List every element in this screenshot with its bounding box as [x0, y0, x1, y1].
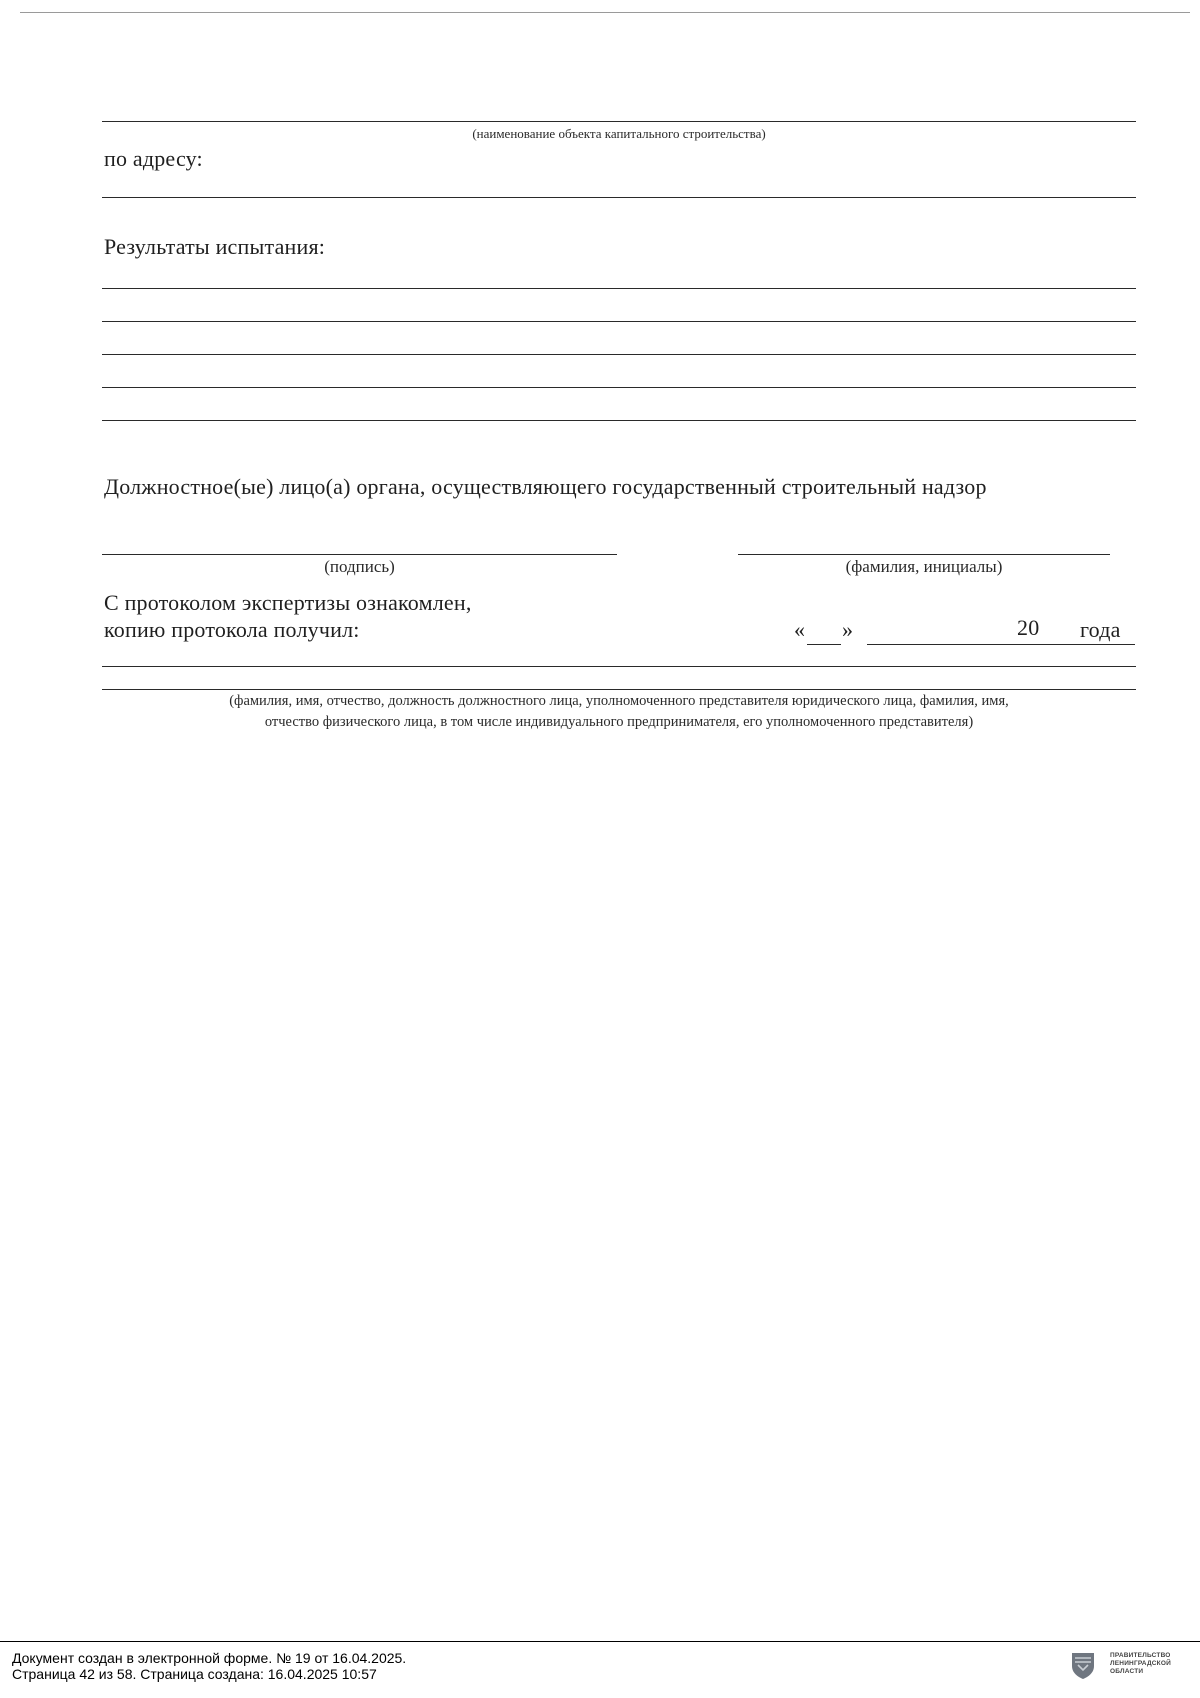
recipient-line-1	[102, 666, 1136, 667]
date-day-line	[807, 644, 841, 645]
date-year-line	[1047, 644, 1135, 645]
footer-divider	[0, 1641, 1200, 1642]
date-year-prefix: 20	[1017, 615, 1040, 640]
recipient-caption-2: отчество физического лица, в том числе индивидуального предпринимателя, его уполномоченного представителя)	[264, 714, 974, 730]
date-open-quote: «	[794, 617, 806, 642]
footer-line-2: Страница 42 из 58. Страница создана: 16.04.2025 10:57	[12, 1666, 377, 1682]
date-year-suffix: года	[1080, 617, 1121, 642]
results-line-5	[102, 420, 1136, 421]
logo-text-2: ЛЕНИНГРАДСКОЙ	[1110, 1660, 1171, 1667]
signature-caption: (подпись)	[324, 557, 395, 576]
address-line	[102, 197, 1136, 198]
address-label: по адресу:	[104, 146, 203, 171]
acknowledged-line-1: С протоколом экспертизы ознакомлен,	[104, 590, 472, 615]
results-line-3	[102, 354, 1136, 355]
results-line-4	[102, 387, 1136, 388]
object-name-line	[102, 121, 1136, 122]
footer-line-1: Документ создан в электронной форме. № 19 от 16.04.2025.	[12, 1650, 407, 1666]
results-line-2	[102, 321, 1136, 322]
acknowledged-line-2: копию протокола получил:	[104, 617, 360, 642]
officials-label: Должностное(ые) лицо(а) органа, осуществляющего государственный строительный надзор	[104, 474, 987, 499]
recipient-caption-1: (фамилия, имя, отчество, должность должностного лица, уполномоченного представителя юридического лица, фамилия, имя,	[229, 693, 1009, 709]
results-label: Результаты испытания:	[104, 234, 326, 259]
top-scan-edge	[20, 12, 1190, 13]
signature-line	[102, 554, 617, 555]
date-month-line	[867, 644, 1047, 645]
logo-text-1: ПРАВИТЕЛЬСТВО	[1110, 1652, 1171, 1659]
coat-of-arms-icon	[1070, 1650, 1096, 1680]
name-caption: (фамилия, инициалы)	[845, 557, 1003, 576]
object-name-caption: (наименование объекта капитального строительства)	[472, 126, 766, 141]
date-close-quote: »	[842, 617, 854, 642]
results-line-1	[102, 288, 1136, 289]
footer-logo	[1070, 1650, 1194, 1682]
logo-text-3: ОБЛАСТИ	[1110, 1668, 1144, 1675]
name-line	[738, 554, 1110, 555]
recipient-line-2	[102, 689, 1136, 690]
